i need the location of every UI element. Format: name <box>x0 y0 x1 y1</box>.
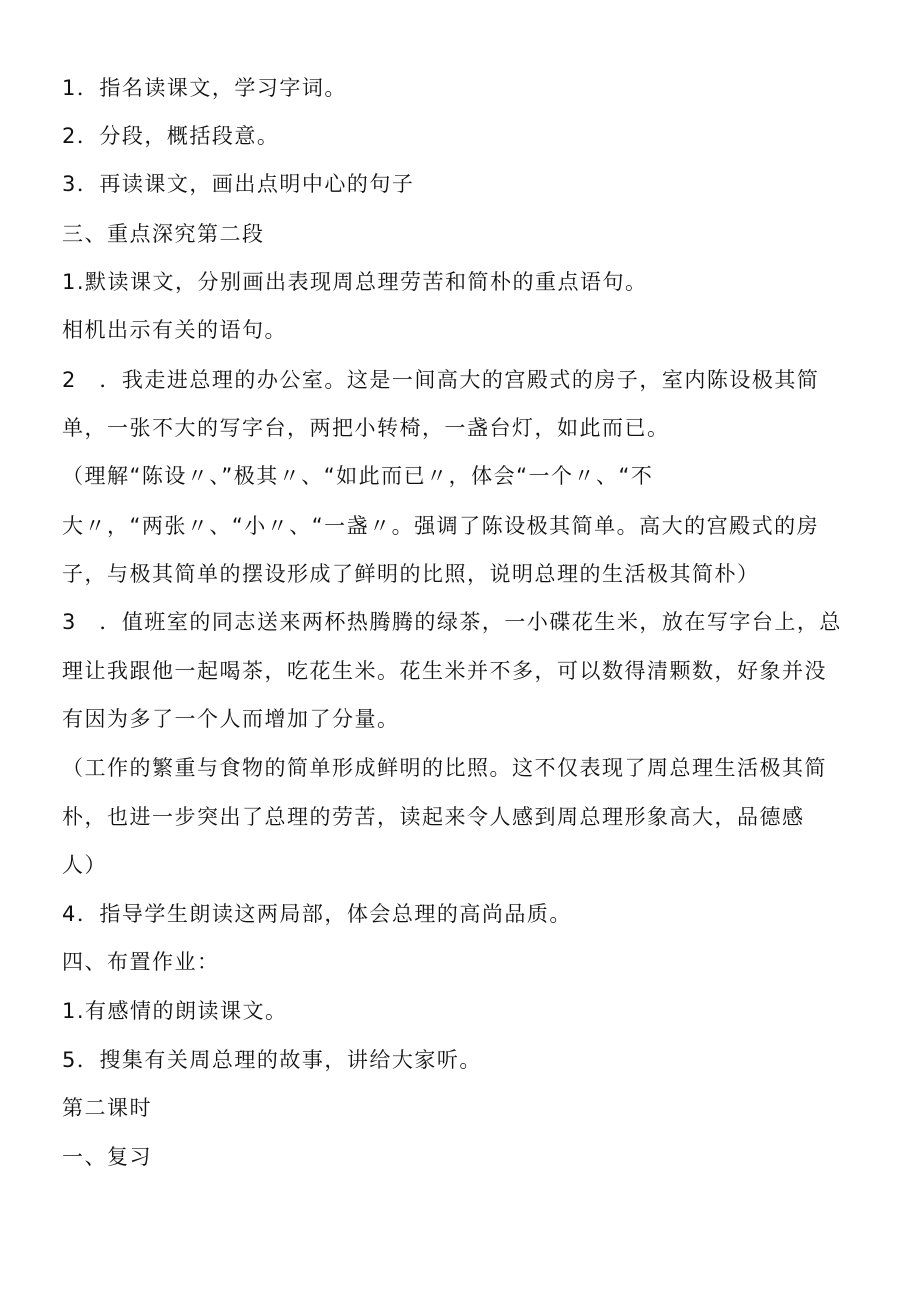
section-heading: 第二课时 <box>62 1096 152 1120</box>
text-line: 1．指名读课文，学习字词。 <box>62 76 347 100</box>
section-heading: 三、重点深究第二段 <box>62 222 265 246</box>
text-line: 2．分段，概括段意。 <box>62 124 280 148</box>
text-line: 2 ．我走进总理的办公室。这是一间高大的宫殿式的房子，室内陈设极其简 <box>62 368 820 392</box>
text-line: 相机出示有关的语句。 <box>62 318 287 342</box>
text-line: 5．搜集有关周总理的故事，讲给大家听。 <box>62 1048 482 1072</box>
text-line: （工作的繁重与食物的简单形成鲜明的比照。这不仅表现了周总理生活极其简 <box>62 756 827 780</box>
text-line: 3．再读课文，画出点明中心的句子 <box>62 172 415 196</box>
text-line: 3 ．值班室的同志送来两杯热腾腾的绿茶，一小碟花生米，放在写字台上，总 <box>62 610 842 634</box>
section-heading: 一、复习 <box>62 1145 152 1169</box>
text-line: 有因为多了一个人而增加了分量。 <box>62 707 400 731</box>
text-line: 1.默读课文，分别画出表现周总理劳苦和简朴的重点语句。 <box>62 270 648 294</box>
section-heading: 四、布置作业： <box>62 950 220 974</box>
text-line: 1.有感情的朗读课文。 <box>62 999 288 1023</box>
text-line: 理让我跟他一起喝茶，吃花生米。花生米并不多，可以数得清颗数，好象并没 <box>62 659 827 683</box>
text-line: 大〃，“两张〃、“小〃、“一盏〃。强调了陈设极其简单。高大的宫殿式的房 <box>62 514 820 538</box>
text-line: 人） <box>62 853 107 877</box>
text-line: 4．指导学生朗读这两局部，体会总理的高尚品质。 <box>62 902 572 926</box>
text-line: 单，一张不大的写字台，两把小转椅，一盏台灯，如此而已。 <box>62 416 670 440</box>
text-line: 子，与极其简单的摆设形成了鲜明的比照，说明总理的生活极其简朴） <box>62 562 760 586</box>
text-line: 朴，也进一步突出了总理的劳苦，读起来令人感到周总理形象高大，品德感 <box>62 805 805 829</box>
text-line: （理解“陈设〃、”极其〃、“如此而已〃，体会“一个〃、“不 <box>62 464 654 488</box>
